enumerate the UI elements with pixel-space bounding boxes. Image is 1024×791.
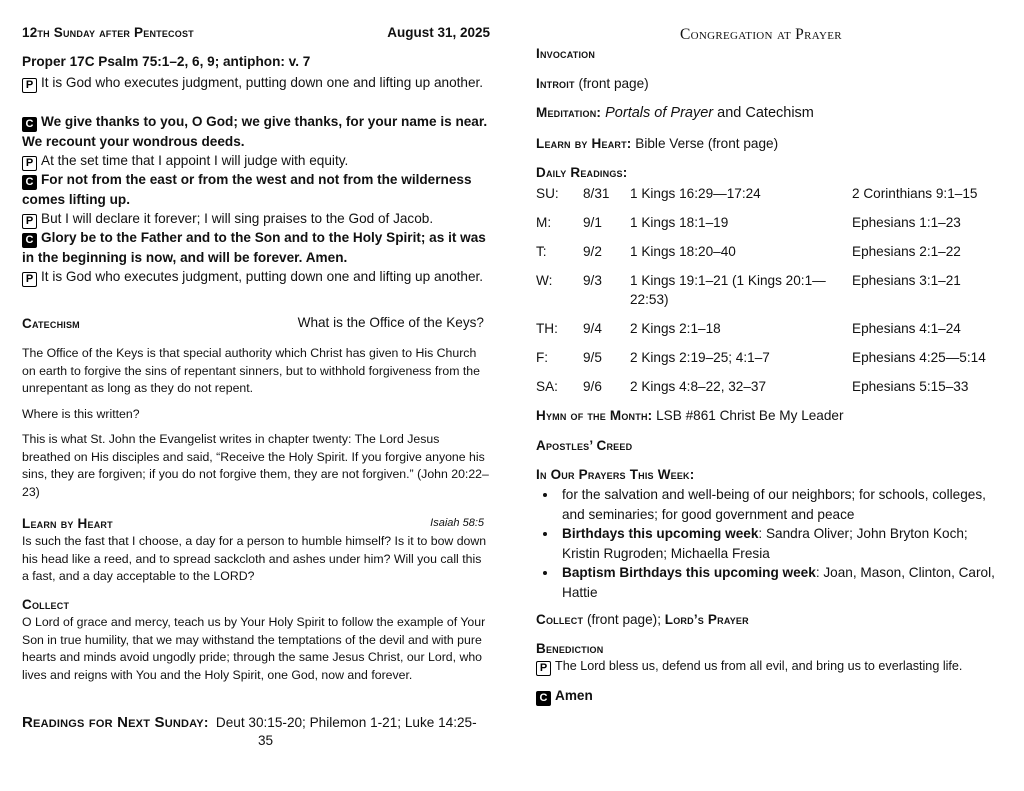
introit-label: Introit xyxy=(536,76,575,91)
congregation-icon: C xyxy=(22,117,37,132)
amen: C Amen xyxy=(536,688,593,706)
table-row: M: 9/1 1 Kings 18:1–19 Ephesians 1:1–23 xyxy=(536,215,961,230)
list-item: • Baptism Birthdays this upcoming week: Joan, Mason, Clinton, Carol, Hattie xyxy=(558,563,998,602)
collect-label: Collect xyxy=(536,612,584,627)
next-readings-continued: 35 xyxy=(258,733,274,748)
pastor-icon: P xyxy=(22,272,37,287)
pastor-icon: P xyxy=(22,214,37,229)
learn-text: Is such the fast that I choose, a day for a person to humble himself? Is it to bow down his head like a reed, and to spread sackcloth and ashes under him? Will you call this a fast, and a day acceptable to the LORD? xyxy=(22,534,487,583)
catechism-heading: Catechism xyxy=(22,316,80,331)
prayers-heading: In Our Prayers This Week: xyxy=(536,467,695,482)
hymn-of-month: Hymn of the Month: LSB #861 Christ Be My Leader xyxy=(536,408,844,423)
page-title: Congregation at Prayer xyxy=(680,26,842,43)
catechism-paragraph: The Office of the Keys is that special authority which Christ has given to His Church on earth to forgive the sins of repentant sinners, but to withhold forgiveness from the unrepentant as long as they do not repent. xyxy=(22,346,480,395)
learn-heading: Learn by Heart xyxy=(22,516,113,531)
table-row: T: 9/2 1 Kings 18:20–40 Ephesians 2:1–22 xyxy=(536,244,961,259)
congregation-icon: C xyxy=(22,233,37,248)
table-row: SA: 9/6 2 Kings 4:8–22, 32–37 Ephesians 5:15–33 xyxy=(536,379,969,394)
table-row: TH: 9/4 2 Kings 2:1–18 Ephesians 4:1–24 xyxy=(536,321,961,336)
table-row: F: 9/5 2 Kings 2:19–25; 4:1–7 Ephesians 4:25—5:14 xyxy=(536,350,986,365)
pastor-icon: P xyxy=(536,661,551,676)
collect-text: O Lord of grace and mercy, teach us by Your Holy Spirit to follow the example of Your Son in true humility, that we may withstand the temptations of the devil and with pure hearts and minds avoid ungodly pride; through the same Jesus Christ, our Lord, who lives and reigns with You and the Holy Spirit, one God, now and forever. xyxy=(22,615,486,682)
header-date: August 31, 2025 xyxy=(387,25,490,40)
congregation-icon: C xyxy=(22,175,37,190)
congregation-icon: C xyxy=(536,691,551,706)
next-readings: Readings for Next Sunday: Deut 30:15-20; Philemon 1-21; Luke 14:25- xyxy=(22,714,477,731)
psalm-line: P But I will declare it forever; I will sing praises to the God of Jacob. xyxy=(22,209,490,229)
collect-heading: Collect xyxy=(22,597,70,612)
meditation: Meditation: Portals of Prayer and Catechism xyxy=(536,105,814,121)
prayers-list xyxy=(536,485,998,602)
introit: Introit (front page) xyxy=(536,76,649,91)
header-title: 12th Sunday after Pentecost xyxy=(22,25,194,40)
learn-reference: Isaiah 58:5 xyxy=(430,517,484,529)
list-item: • for the salvation and well-being of our neighbors; for schools, colleges, and seminaries; for good government and peace xyxy=(558,485,998,524)
catechism-paragraph: This is what St. John the Evangelist writes in chapter twenty: The Lord Jesus breathed on His disciples and said, “Receive the Holy Spirit. If you forgive anyone his sins, they are forgiven; if you do not forgive them, they are not forgiven.” (John 20:22–23) xyxy=(22,432,489,499)
psalm-heading: Proper 17C Psalm 75:1–2, 6, 9; antiphon: v. 7 xyxy=(22,54,311,69)
meditation-title: Portals of Prayer xyxy=(605,105,714,121)
hymn-label: Hymn of the Month: xyxy=(536,408,653,423)
psalm-line: P It is God who executes judgment, putting down one and lifting up another. xyxy=(22,73,490,93)
meditation-label: Meditation: xyxy=(536,105,602,120)
benediction-text: P The Lord bless us, defend us from all evil, and bring us to everlasting life. xyxy=(536,659,962,676)
creed-heading: Apostles’ Creed xyxy=(536,438,633,453)
next-readings-label: Readings for Next Sunday xyxy=(22,714,204,731)
daily-readings-heading: Daily Readings: xyxy=(536,165,628,180)
table-row: SU: 8/31 1 Kings 16:29—17:24 2 Corinthians 9:1–15 xyxy=(536,186,978,201)
collect-line: Collect (front page); Lord’s Prayer xyxy=(536,612,749,627)
invocation-heading: Invocation xyxy=(536,46,596,61)
lords-prayer-label: Lord’s Prayer xyxy=(664,612,749,627)
learn-label: Learn by Heart: xyxy=(536,136,632,151)
psalm-line: C For not from the east or from the west and not from the wilderness comes lifting up. xyxy=(22,172,472,207)
psalm-line: C We give thanks to you, O God; we give thanks, for your name is near. We recount your wondrous deeds. xyxy=(22,114,488,149)
daily-readings-table xyxy=(536,184,996,406)
psalm-line: C Glory be to the Father and to the Son and to the Holy Spirit; as it was in the beginning is now, and will be forever. Amen. xyxy=(22,230,486,265)
benediction-heading: Benediction xyxy=(536,641,604,656)
pastor-icon: P xyxy=(22,78,37,93)
catechism-paragraph: Where is this written? xyxy=(22,407,140,421)
psalm-line: P It is God who executes judgment, putting down one and lifting up another. xyxy=(22,267,490,287)
pastor-icon: P xyxy=(22,156,37,171)
psalm-line: P At the set time that I appoint I will judge with equity. xyxy=(22,151,490,171)
learn-by-heart: Learn by Heart: Bible Verse (front page) xyxy=(536,136,779,151)
list-item: • Birthdays this upcoming week: Sandra Oliver; John Bryton Koch; Kristin Rugroden; Michaella Fresia xyxy=(558,524,998,563)
table-row: W: 9/3 1 Kings 19:1–21 (1 Kings 20:1—22:53) Ephesians 3:1–21 xyxy=(536,273,961,307)
catechism-question: What is the Office of the Keys? xyxy=(297,315,484,330)
